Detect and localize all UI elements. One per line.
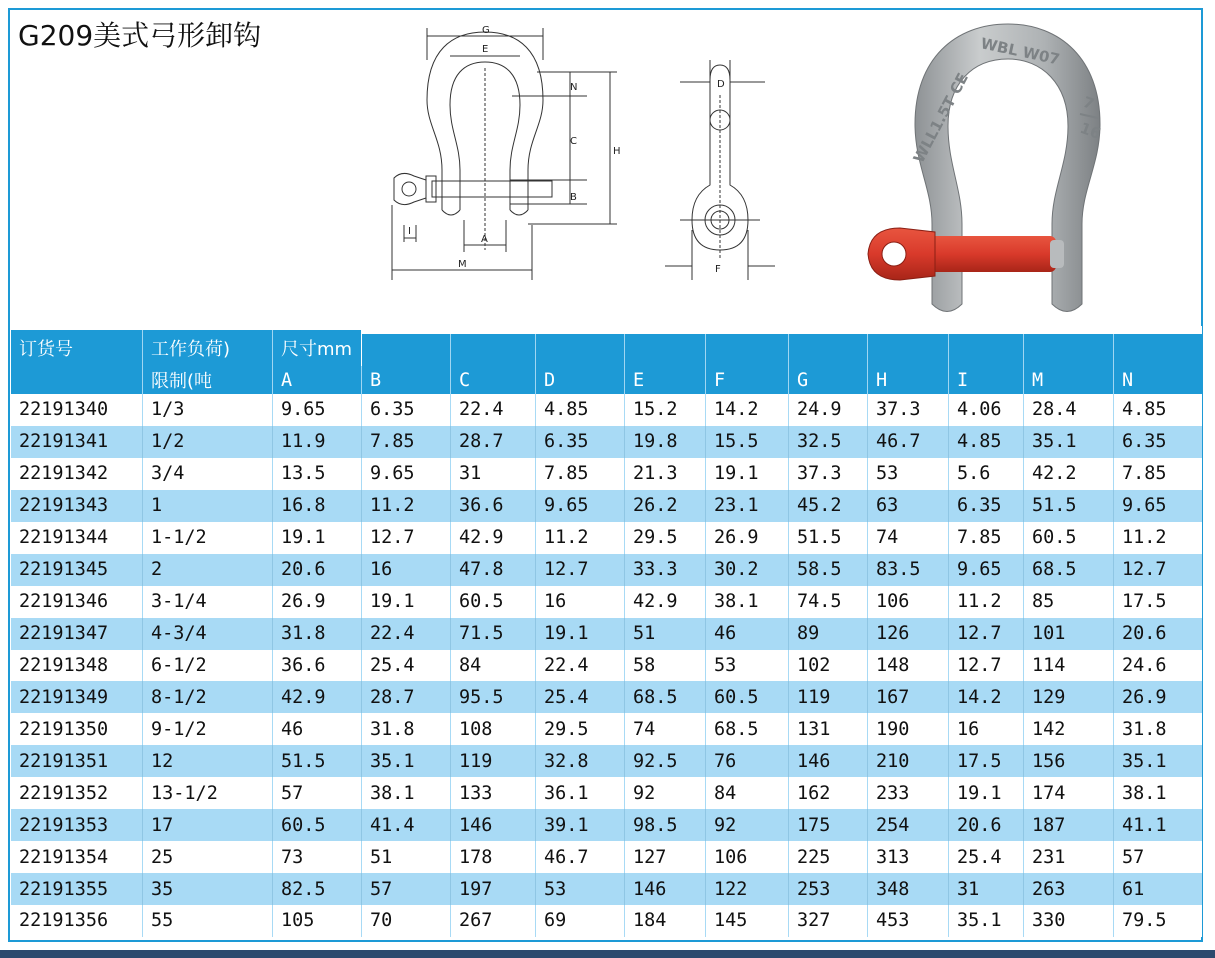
dimension-cell: 16 [536,586,625,618]
dimension-cell: 190 [868,713,949,745]
dimension-cell: 31.8 [1114,713,1202,745]
photo-engraving-left: WLL1.5T CE [909,70,972,166]
dimension-cell: 7.85 [536,458,625,490]
dimension-cell: 184 [625,905,706,937]
order-number-cell: 22191347 [11,618,143,650]
header-cell [536,330,625,366]
dimension-cell: 174 [1024,777,1114,809]
dimension-cell: 32.5 [789,426,868,458]
dimension-cell: 30.2 [706,554,789,586]
dimension-cell: 330 [1024,905,1114,937]
dimension-cell: 51.5 [789,522,868,554]
dimension-cell: 23.1 [706,490,789,522]
dimension-cell: 210 [868,745,949,777]
dimension-cell: 313 [868,841,949,873]
dimension-cell: 9.65 [536,490,625,522]
table-row [11,777,1202,809]
load-limit-cell: 1 [143,490,273,522]
order-number-cell: 22191354 [11,841,143,873]
dim-label-n: N [570,82,578,93]
dimension-cell: 6.35 [536,426,625,458]
dim-label-e: E [482,44,489,55]
dimension-cell: 22.4 [362,618,451,650]
order-number-cell: 22191356 [11,905,143,937]
dimension-cell: 162 [789,777,868,809]
dimension-cell: 68.5 [1024,554,1114,586]
dimension-cell: 4.85 [1114,394,1202,426]
dimension-cell: 92 [625,777,706,809]
dimension-cell: 145 [706,905,789,937]
table-row [11,809,1202,841]
dimension-cell: 71.5 [451,618,536,650]
order-number-cell: 22191352 [11,777,143,809]
dimension-cell: 167 [868,681,949,713]
table-body [11,394,1202,937]
dimension-cell: 28.7 [451,426,536,458]
dimension-cell: 178 [451,841,536,873]
dimension-cell: 24.9 [789,394,868,426]
dimension-cell: 33.3 [625,554,706,586]
order-number-cell: 22191344 [11,522,143,554]
dimension-cell: 61 [1114,873,1202,905]
dimension-cell: 57 [1114,841,1202,873]
order-number-cell: 22191348 [11,650,143,682]
dimension-cell: 57 [362,873,451,905]
dimension-cell: 76 [706,745,789,777]
dimension-cell: 74 [868,522,949,554]
dimension-cell: 74.5 [789,586,868,618]
load-limit-cell: 2 [143,554,273,586]
dimension-cell: 6.35 [362,394,451,426]
dimension-cell: 7.85 [362,426,451,458]
dimension-cell: 233 [868,777,949,809]
dimension-cell: 4.06 [949,394,1024,426]
dimension-cell: 92.5 [625,745,706,777]
dimension-cell: 46.7 [536,841,625,873]
header-cell [949,330,1024,366]
dimension-cell: 79.5 [1114,905,1202,937]
dimension-cell: 129 [1024,681,1114,713]
dimension-cell: 84 [451,650,536,682]
photo-size-mark-top: 7 [1080,92,1097,114]
header-cell [706,330,789,366]
dimension-cell: 26.9 [1114,681,1202,713]
dimension-cell: 38.1 [362,777,451,809]
dimension-cell: 4.85 [536,394,625,426]
header-cell: G [789,366,868,394]
dimension-cell: 51 [625,618,706,650]
dimension-cell: 83.5 [868,554,949,586]
dimension-cell: 20.6 [273,554,362,586]
header-cell: H [868,366,949,394]
dimension-cell: 254 [868,809,949,841]
header-cell: N [1114,366,1202,394]
dimension-cell: 9.65 [949,554,1024,586]
dimension-cell: 9.65 [273,394,362,426]
load-limit-cell: 4-3/4 [143,618,273,650]
dimension-cell: 24.6 [1114,650,1202,682]
dimension-cell: 12.7 [949,650,1024,682]
load-limit-cell: 8-1/2 [143,681,273,713]
dimension-cell: 119 [789,681,868,713]
dimension-cell: 21.3 [625,458,706,490]
dimension-cell: 39.1 [536,809,625,841]
order-number-cell: 22191346 [11,586,143,618]
dimension-cell: 16 [362,554,451,586]
dimension-cell: 19.1 [362,586,451,618]
order-number-cell: 22191341 [11,426,143,458]
dimension-cell: 45.2 [789,490,868,522]
header-cell [451,330,536,366]
dimension-cell: 15.2 [625,394,706,426]
photo-size-mark-bottom: 16 [1077,118,1104,143]
dimension-cell: 60.5 [706,681,789,713]
dimension-cell: 133 [451,777,536,809]
dimension-cell: 58.5 [789,554,868,586]
dimension-cell: 42.9 [451,522,536,554]
dimension-cell: 31 [451,458,536,490]
order-number-cell: 22191349 [11,681,143,713]
dimension-cell: 35.1 [1114,745,1202,777]
dimension-cell: 11.2 [1114,522,1202,554]
header-cell [625,330,706,366]
dimension-cell: 7.85 [949,522,1024,554]
header-cell [1024,330,1114,366]
dimension-cell: 69 [536,905,625,937]
load-limit-cell: 3/4 [143,458,273,490]
dimension-cell: 263 [1024,873,1114,905]
dimension-cell: 156 [1024,745,1114,777]
dim-label-i: I [408,226,411,237]
dimension-cell: 13.5 [273,458,362,490]
dimension-cell: 12.7 [362,522,451,554]
load-limit-cell: 12 [143,745,273,777]
table-row [11,650,1202,682]
dim-label-f: F [715,264,721,275]
order-number-cell: 22191355 [11,873,143,905]
dimension-cell: 26.9 [706,522,789,554]
table-row [11,522,1202,554]
photo-engraving-right: WBL W07 [979,34,1062,69]
dimension-cell: 37.3 [789,458,868,490]
dimension-cell: 6.35 [949,490,1024,522]
table-row [11,745,1202,777]
dimension-cell: 119 [451,745,536,777]
dimension-cell: 37.3 [868,394,949,426]
dimension-cell: 19.8 [625,426,706,458]
dimension-cell: 15.5 [706,426,789,458]
dimension-cell: 11.9 [273,426,362,458]
dimension-cell: 82.5 [273,873,362,905]
table-row [11,426,1202,458]
dimension-cell: 146 [451,809,536,841]
dimension-cell: 35.1 [1024,426,1114,458]
dimension-cell: 17.5 [949,745,1024,777]
dimension-cell: 60.5 [451,586,536,618]
dimension-cell: 148 [868,650,949,682]
dimension-cell: 16 [949,713,1024,745]
dimension-cell: 19.1 [273,522,362,554]
dimension-cell: 32.8 [536,745,625,777]
dimension-cell: 7.85 [1114,458,1202,490]
dimension-cell: 46 [706,618,789,650]
dimension-cell: 11.2 [949,586,1024,618]
dimension-cell: 146 [625,873,706,905]
header-cell [1114,330,1202,366]
dimension-cell: 16.8 [273,490,362,522]
dimension-cell: 14.2 [706,394,789,426]
table-row [11,618,1202,650]
dimension-cell: 28.7 [362,681,451,713]
dimension-cell: 31.8 [273,618,362,650]
dimension-cell: 20.6 [949,809,1024,841]
dimension-cell: 267 [451,905,536,937]
dimension-cell: 122 [706,873,789,905]
load-limit-cell: 1-1/2 [143,522,273,554]
table-row [11,873,1202,905]
dimension-cell: 20.6 [1114,618,1202,650]
dim-label-c: C [570,136,577,147]
dimension-cell: 11.2 [362,490,451,522]
dimension-cell: 36.1 [536,777,625,809]
dimension-cell: 47.8 [451,554,536,586]
dim-label-h: H [613,146,621,157]
dimension-cell: 42.9 [273,681,362,713]
dimension-cell: 11.2 [536,522,625,554]
dimension-cell: 89 [789,618,868,650]
dimension-cell: 38.1 [706,586,789,618]
dimension-cell: 60.5 [1024,522,1114,554]
dimension-cell: 42.9 [625,586,706,618]
dimension-cell: 327 [789,905,868,937]
header-cell: M [1024,366,1114,394]
dim-label-m: M [458,259,467,270]
dimension-cell: 14.2 [949,681,1024,713]
dimension-cell: 142 [1024,713,1114,745]
dimension-cell: 19.1 [949,777,1024,809]
dimension-cell: 9.65 [362,458,451,490]
table-row [11,394,1202,426]
load-limit-cell: 35 [143,873,273,905]
dimension-cell: 31.8 [362,713,451,745]
shackle-side-view-diagram [660,60,785,290]
dim-label-g: G [482,25,490,36]
table-row [11,554,1202,586]
dimension-cell: 187 [1024,809,1114,841]
dimension-cell: 453 [868,905,949,937]
header-cell [362,330,451,366]
order-number-cell: 22191350 [11,713,143,745]
dimension-cell: 26.2 [625,490,706,522]
order-number-cell: 22191343 [11,490,143,522]
dimension-cell: 73 [273,841,362,873]
table-row [11,490,1202,522]
dimension-cell: 102 [789,650,868,682]
dimension-cell: 127 [625,841,706,873]
dimension-cell: 22.4 [536,650,625,682]
dimension-cell: 98.5 [625,809,706,841]
load-limit-cell: 1/3 [143,394,273,426]
dimension-cell: 5.6 [949,458,1024,490]
dimension-cell: 12.7 [536,554,625,586]
dimension-cell: 25.4 [362,650,451,682]
dimension-cell: 38.1 [1114,777,1202,809]
dimension-cell: 46 [273,713,362,745]
order-number-cell: 22191342 [11,458,143,490]
header-cell: 工作负荷) [143,330,273,366]
dimension-cell: 225 [789,841,868,873]
dim-label-a: A [481,234,488,245]
shackle-front-view-diagram [372,20,632,290]
dimension-cell: 53 [536,873,625,905]
dimension-cell: 70 [362,905,451,937]
dimension-cell: 4.85 [949,426,1024,458]
header-cell [789,330,868,366]
dimension-cell: 51.5 [273,745,362,777]
table-row [11,586,1202,618]
table-row [11,841,1202,873]
dimension-cell: 41.1 [1114,809,1202,841]
dimension-cell: 17.5 [1114,586,1202,618]
dimension-cell: 51 [362,841,451,873]
dimension-cell: 197 [451,873,536,905]
dimension-cell: 63 [868,490,949,522]
dimension-cell: 12.7 [1114,554,1202,586]
page-title: G209美式弓形卸钩 [18,19,262,52]
dimension-cell: 19.1 [706,458,789,490]
dimension-cell: 114 [1024,650,1114,682]
dimension-cell: 146 [789,745,868,777]
dimension-cell: 22.4 [451,394,536,426]
dimension-cell: 29.5 [625,522,706,554]
dimension-cell: 53 [706,650,789,682]
order-number-cell: 22191340 [11,394,143,426]
header-cell: 限制(吨 [143,366,273,394]
dimension-cell: 36.6 [273,650,362,682]
shackle-product-photo [860,14,1110,322]
dimension-cell: 36.6 [451,490,536,522]
load-limit-cell: 9-1/2 [143,713,273,745]
dimension-cell: 92 [706,809,789,841]
dimension-cell: 42.2 [1024,458,1114,490]
dimension-cell: 51.5 [1024,490,1114,522]
order-number-cell: 22191345 [11,554,143,586]
dimension-cell: 106 [868,586,949,618]
dimension-cell: 31 [949,873,1024,905]
dimension-cell: 84 [706,777,789,809]
dimension-cell: 41.4 [362,809,451,841]
load-limit-cell: 13-1/2 [143,777,273,809]
dimension-cell: 19.1 [536,618,625,650]
header-cell: I [949,366,1024,394]
table-row [11,681,1202,713]
dimension-cell: 28.4 [1024,394,1114,426]
dimension-cell: 348 [868,873,949,905]
dimension-cell: 57 [273,777,362,809]
table-row [11,458,1202,490]
dimension-cell: 58 [625,650,706,682]
dimension-cell: 231 [1024,841,1114,873]
dimension-cell: 85 [1024,586,1114,618]
dimension-cell: 106 [706,841,789,873]
dimension-cell: 53 [868,458,949,490]
header-cell [868,330,949,366]
dimension-cell: 68.5 [706,713,789,745]
dimension-cell: 126 [868,618,949,650]
load-limit-cell: 1/2 [143,426,273,458]
header-cell: C [451,366,536,394]
order-number-cell: 22191353 [11,809,143,841]
order-number-cell: 22191351 [11,745,143,777]
dimension-cell: 74 [625,713,706,745]
dimension-cell: 60.5 [273,809,362,841]
table-header [11,330,1202,394]
header-cell: D [536,366,625,394]
dimension-cell: 29.5 [536,713,625,745]
load-limit-cell: 25 [143,841,273,873]
dimension-cell: 101 [1024,618,1114,650]
table-row [11,713,1202,745]
dimension-cell: 9.65 [1114,490,1202,522]
dimension-cell: 253 [789,873,868,905]
header-cell: E [625,366,706,394]
header-cell: A [273,366,362,394]
dimension-cell: 131 [789,713,868,745]
dimension-cell: 25.4 [536,681,625,713]
header-cell: F [706,366,789,394]
dimension-cell: 26.9 [273,586,362,618]
header-cell: B [362,366,451,394]
dimension-cell: 35.1 [949,905,1024,937]
dim-label-b: B [570,192,577,203]
dimension-cell: 68.5 [625,681,706,713]
load-limit-cell: 17 [143,809,273,841]
dimension-cell: 25.4 [949,841,1024,873]
dimension-cell: 175 [789,809,868,841]
header-cell: 尺寸mm [273,330,362,366]
dim-label-d: D [717,79,725,90]
dimension-cell: 46.7 [868,426,949,458]
load-limit-cell: 6-1/2 [143,650,273,682]
dimension-cell: 95.5 [451,681,536,713]
spec-table [10,326,1202,937]
header-cell [11,366,143,394]
bottom-bar [0,950,1215,958]
header-cell: 订货号 [11,330,143,366]
load-limit-cell: 3-1/4 [143,586,273,618]
dimension-cell: 105 [273,905,362,937]
dimension-cell: 108 [451,713,536,745]
dimension-cell: 12.7 [949,618,1024,650]
table-row [11,905,1202,937]
load-limit-cell: 55 [143,905,273,937]
dimension-cell: 35.1 [362,745,451,777]
dimension-cell: 6.35 [1114,426,1202,458]
